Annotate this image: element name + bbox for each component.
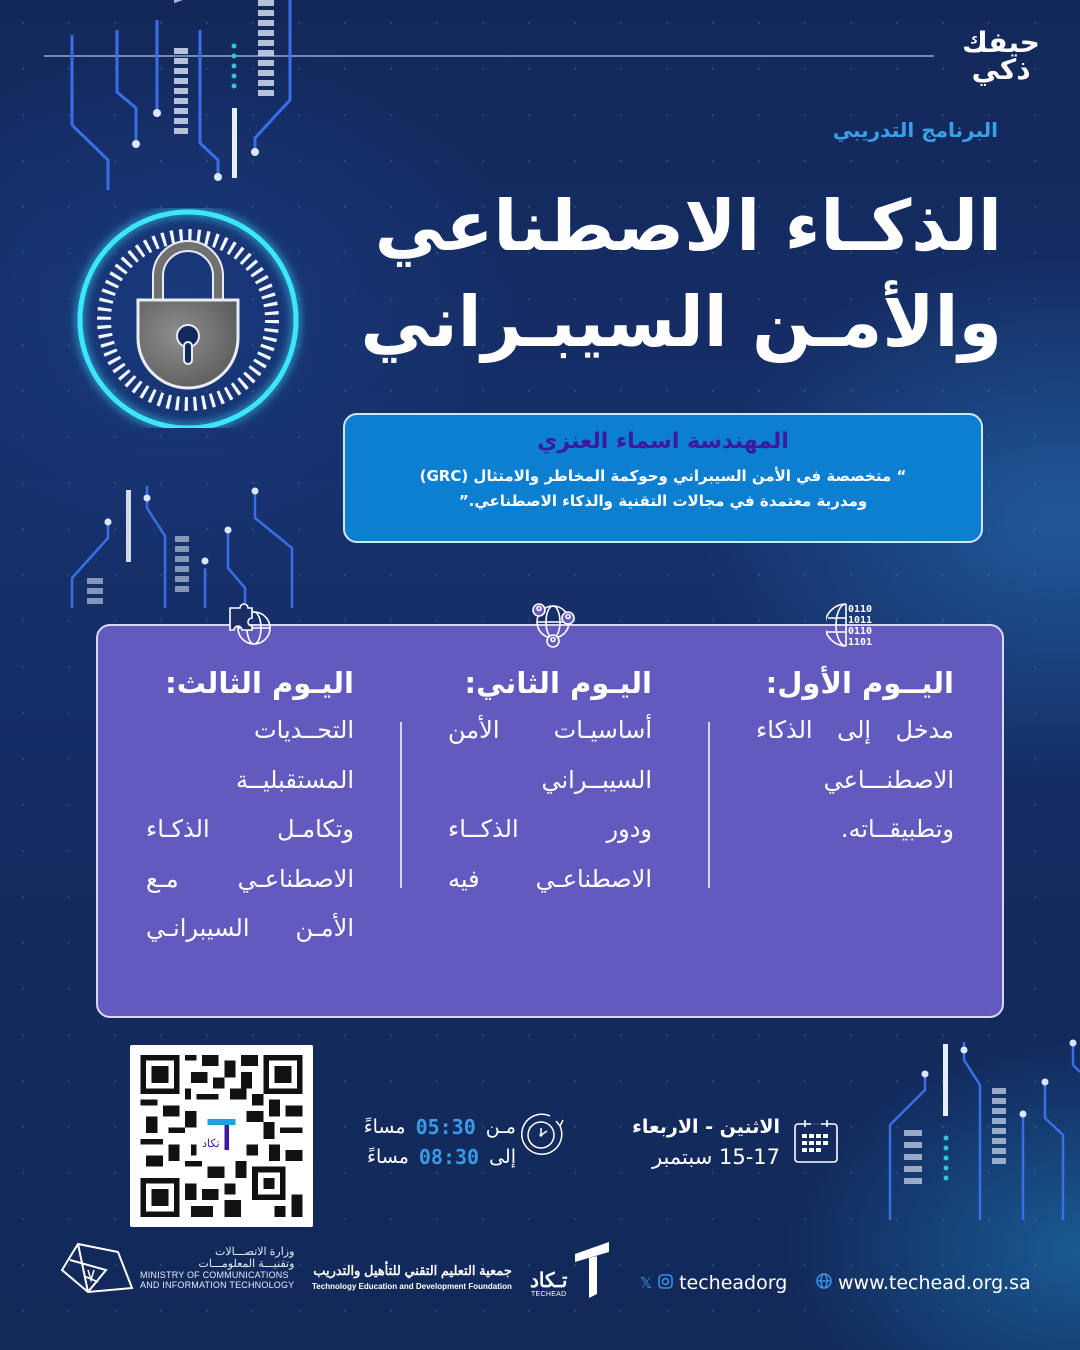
foundation-name-ar: جمعية التعليم التقني للتأهيل والتدريب xyxy=(313,1263,512,1278)
svg-text:0110: 0110 xyxy=(848,626,873,637)
circuit-decoration-left xyxy=(60,478,320,608)
instagram-icon[interactable] xyxy=(658,1274,673,1293)
title-line-2: والأمـن السيبـراني xyxy=(360,281,1002,363)
day-2-line: أساسيـات الأمن xyxy=(448,716,652,744)
day-1-line: الاصطنـــاعي xyxy=(823,765,954,794)
time-period: مساءً xyxy=(363,1116,406,1138)
lock-icon xyxy=(58,208,318,428)
time-from-label: مـن xyxy=(485,1116,516,1138)
brand-logo xyxy=(962,26,1040,86)
globe-puzzle-icon xyxy=(226,600,276,650)
ministry-name-en-2: AND INFORMATION TECHNOLOGY xyxy=(140,1280,295,1290)
program-label: البرنامج التدريبي xyxy=(832,118,998,142)
day-1-line: مدخل إلى الذكاء xyxy=(756,716,954,744)
day-3-line: التحــديات xyxy=(254,716,354,744)
speaker-bio: “ متخصصة في الأمن السيبراني وحوكمة المخاطر والامتثال (GRC) ومدربة معتمدة في مجالات التقنية والذكاء الاصطناعي.” xyxy=(419,467,907,510)
clock-icon xyxy=(520,1112,566,1162)
techead-logo-en: TECHEAD xyxy=(530,1291,567,1298)
event-date-range: 15-17 سبتمبر xyxy=(651,1145,780,1169)
page-title xyxy=(361,178,1002,370)
svg-text:0110: 0110 xyxy=(848,604,873,615)
day-2-column xyxy=(448,660,652,904)
circuit-decoration-top xyxy=(40,0,310,190)
column-divider xyxy=(400,722,402,888)
day-3-line: الأمـن السيبرانـي xyxy=(146,914,354,942)
time-from-row xyxy=(352,1112,516,1142)
event-days: الاثنين - الاربعاء xyxy=(632,1116,780,1138)
time-from-value: 05:30 xyxy=(415,1115,476,1139)
svg-text:1011: 1011 xyxy=(848,615,873,626)
event-dates xyxy=(632,1112,780,1172)
x-twitter-icon[interactable]: 𝕏 xyxy=(640,1274,653,1292)
speaker-card xyxy=(343,413,983,543)
circuit-decoration-bottom-right xyxy=(880,1030,1080,1220)
social-links xyxy=(640,1272,787,1294)
techead-logo-ar: تـكاد xyxy=(530,1270,568,1292)
day-3-line: وتكامـل الذكـاء xyxy=(146,815,354,843)
speaker-name: المهندسة اسماء العنزي xyxy=(537,429,789,454)
event-times xyxy=(352,1112,516,1172)
globe-binary-icon xyxy=(826,600,876,650)
brand-logo-line2: ذكي xyxy=(971,52,1031,86)
day-1-column xyxy=(748,660,954,855)
day-2-line: ودور الذكــاء xyxy=(448,815,652,843)
foundation-name-en: Technology Education and Development Foundation xyxy=(312,1282,512,1291)
time-to-row xyxy=(352,1142,516,1172)
day-2-line: السيبــراني xyxy=(541,765,652,794)
day-3-column xyxy=(146,660,354,954)
ministry-name-ar-2: وتقنيـــة المعلومـــات xyxy=(198,1258,295,1270)
time-to-value: 08:30 xyxy=(418,1145,480,1169)
website-url[interactable]: www.techead.org.sa xyxy=(838,1272,1031,1294)
day-1-line: وتطبيقــاته. xyxy=(840,815,954,843)
foundation-name xyxy=(312,1262,512,1294)
time-period: مساءً xyxy=(367,1146,409,1168)
registration-qr-code[interactable] xyxy=(130,1045,313,1227)
ministry-logo xyxy=(58,1240,294,1296)
day-2-line: الاصطناعـي فيه xyxy=(448,864,652,893)
svg-text:1101: 1101 xyxy=(848,637,873,648)
day-3-title: اليـوم الثالث: xyxy=(165,666,354,700)
day-3-line: المستقبليــة xyxy=(235,765,354,794)
title-line-1: الذكـاء الاصطناعي xyxy=(374,185,1002,267)
ministry-emblem-icon xyxy=(58,1240,134,1296)
techead-logo xyxy=(530,1240,611,1298)
day-2-title: اليـوم الثاني: xyxy=(464,666,652,700)
website-link[interactable] xyxy=(816,1272,1031,1294)
svg-text:تكاد: تكاد xyxy=(201,1137,220,1151)
globe-network-people-icon xyxy=(528,600,578,650)
techead-mark-icon xyxy=(571,1240,611,1298)
ministry-name-ar-1: وزارة الاتصـــالات xyxy=(215,1246,295,1258)
calendar-icon xyxy=(793,1118,839,1168)
column-divider xyxy=(708,722,710,888)
brand-logo-line1: حيفك xyxy=(962,26,1040,59)
day-1-title: اليــوم الأول: xyxy=(765,666,954,700)
time-to-label: إلى xyxy=(489,1146,516,1168)
social-handle[interactable]: techeadorg xyxy=(679,1272,788,1294)
ministry-name-en-1: MINISTRY OF COMMUNICATIONS xyxy=(140,1270,289,1280)
day-3-line: الاصطناعـي مـع xyxy=(146,864,354,893)
globe-icon xyxy=(816,1273,832,1293)
